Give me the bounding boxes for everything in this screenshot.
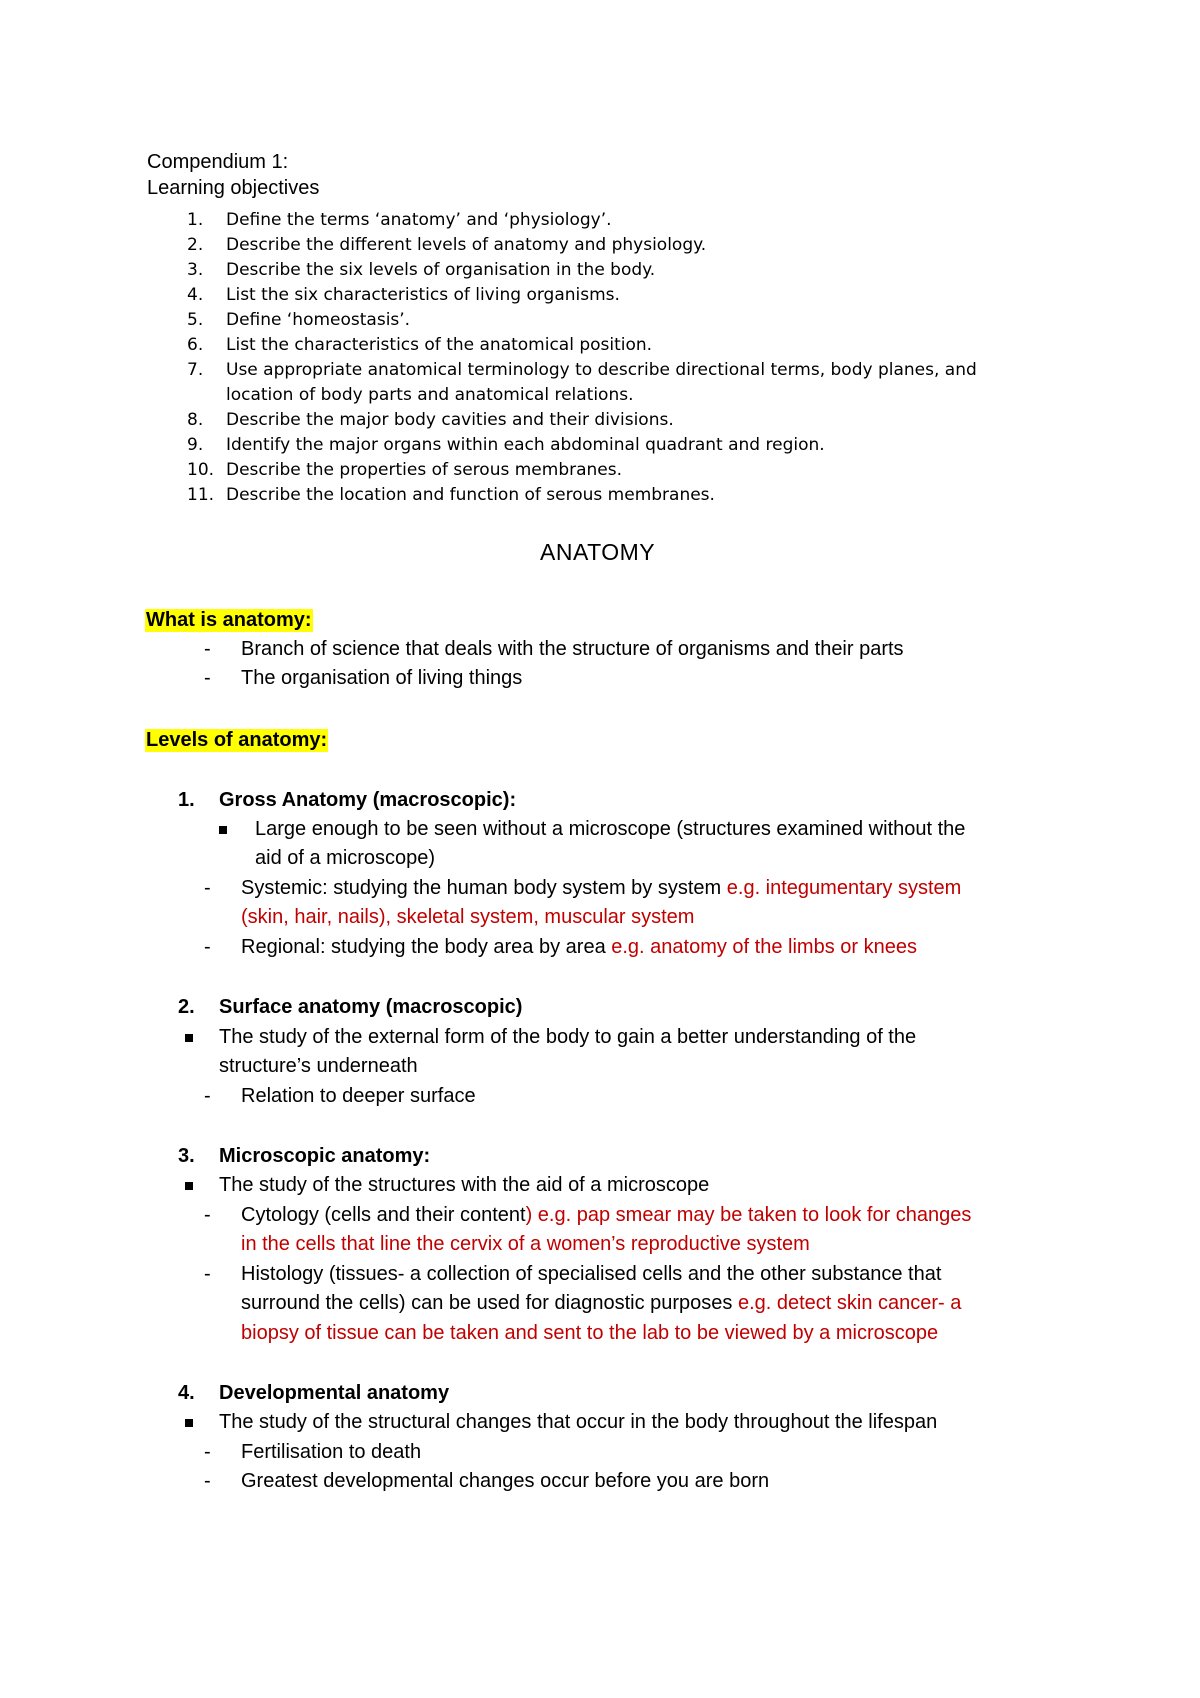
dash-marker: -	[204, 1263, 211, 1285]
objective-number: 8.	[187, 410, 204, 430]
objective-item	[187, 410, 1087, 434]
histology-line1: Histology (tissues- a collection of specialised cells and the other substance that	[241, 1263, 942, 1285]
dev-dash-item-1: Fertilisation to death	[241, 1441, 422, 1463]
dev-bullet: The study of the structural changes that occur in the body throughout the lifespan	[219, 1411, 938, 1433]
objective-text: List the characteristics of the anatomical position.	[226, 335, 653, 355]
objective-number: 10.	[187, 460, 215, 480]
item-number: 2.	[178, 996, 195, 1018]
cytology-example: ) e.g. pap smear may be taken to look for changes	[525, 1204, 972, 1226]
gross-bullet-line2: aid of a microscope)	[255, 847, 436, 869]
developmental-anatomy-title: Developmental anatomy	[219, 1382, 450, 1404]
objective-item	[187, 385, 1087, 409]
document-title: Compendium 1:	[147, 151, 289, 173]
objective-item	[187, 235, 1087, 259]
learning-objectives-title: Learning objectives	[147, 177, 320, 199]
objective-number: 3.	[187, 260, 204, 280]
objective-text: Describe the location and function of serous membranes.	[226, 485, 715, 505]
objective-number: 6.	[187, 335, 204, 355]
dash-marker: -	[204, 936, 211, 958]
objective-text: List the six characteristics of living organisms.	[226, 285, 620, 305]
systemic-example-line2: (skin, hair, nails), skeletal system, muscular system	[241, 906, 695, 928]
objective-item	[187, 260, 1087, 284]
dash-marker: -	[204, 1441, 211, 1463]
cytology-text: Cytology (cells and their content	[241, 1204, 526, 1226]
square-bullet	[185, 1419, 193, 1427]
what-is-anatomy-heading: What is anatomy:	[146, 609, 312, 631]
objective-item	[187, 485, 1087, 509]
systemic-example: e.g. integumentary system	[726, 877, 962, 899]
micro-bullet: The study of the structures with the aid of a microscope	[219, 1174, 710, 1196]
objective-item	[187, 335, 1087, 359]
dash-marker: -	[204, 667, 211, 689]
objective-item	[187, 360, 1087, 384]
objective-item	[187, 210, 1087, 234]
histology-line2	[241, 1292, 961, 1315]
histology-example-line3: biopsy of tissue can be taken and sent to the lab to be viewed by a microscope	[241, 1322, 939, 1344]
objective-text: Identify the major organs within each abdominal quadrant and region.	[226, 435, 825, 455]
objective-text: location of body parts and anatomical relations.	[226, 385, 634, 405]
objective-item	[187, 285, 1087, 309]
objective-number: 2.	[187, 235, 204, 255]
dash-marker: -	[204, 877, 211, 899]
dash-marker: -	[204, 1204, 211, 1226]
gross-bullet-line1: Large enough to be seen without a microscope (structures examined without the	[255, 818, 966, 840]
surface-anatomy-title: Surface anatomy (macroscopic)	[219, 996, 523, 1018]
histology-example: e.g. detect skin cancer- a	[737, 1292, 962, 1314]
objective-number: 4.	[187, 285, 204, 305]
dev-dash-item-2: Greatest developmental changes occur before you are born	[241, 1470, 770, 1492]
regional-text: Regional: studying the body area by area	[241, 936, 612, 958]
levels-of-anatomy-heading: Levels of anatomy:	[146, 729, 328, 751]
dash-marker: -	[204, 638, 211, 660]
systemic-line1	[241, 877, 961, 900]
objective-number: 11.	[187, 485, 215, 505]
microscopic-anatomy-title: Microscopic anatomy:	[219, 1145, 431, 1167]
dash-marker: -	[204, 1085, 211, 1107]
what-item-2: The organisation of living things	[241, 667, 523, 689]
square-bullet	[185, 1034, 193, 1042]
objective-text: Define the terms ‘anatomy’ and ‘physiology’.	[226, 210, 612, 230]
objective-text: Describe the properties of serous membranes.	[226, 460, 623, 480]
surface-bullet-line2: structure’s underneath	[219, 1055, 418, 1077]
objective-text: Describe the different levels of anatomy and physiology.	[226, 235, 707, 255]
objective-text: Define ‘homeostasis’.	[226, 310, 411, 330]
item-number: 3.	[178, 1145, 195, 1167]
objective-text: Use appropriate anatomical terminology to describe directional terms, body planes, and	[226, 360, 977, 380]
surface-bullet-line1: The study of the external form of the body to gain a better understanding of the	[219, 1026, 917, 1048]
square-bullet	[185, 1182, 193, 1190]
item-number: 1.	[178, 789, 195, 811]
objective-text: Describe the major body cavities and their divisions.	[226, 410, 674, 430]
what-item-1: Branch of science that deals with the structure of organisms and their parts	[241, 638, 904, 660]
objective-text: Describe the six levels of organisation in the body.	[226, 260, 656, 280]
regional-line	[241, 936, 917, 959]
square-bullet	[219, 826, 227, 834]
surface-dash-item: Relation to deeper surface	[241, 1085, 476, 1107]
objective-number: 9.	[187, 435, 204, 455]
dash-marker: -	[204, 1470, 211, 1492]
objective-number: 5.	[187, 310, 204, 330]
histology-text: surround the cells) can be used for diagnostic purposes	[241, 1292, 738, 1314]
anatomy-heading: ANATOMY	[540, 539, 656, 565]
objective-item	[187, 310, 1087, 334]
systemic-text: Systemic: studying the human body system by system	[241, 877, 727, 899]
objective-number: 1.	[187, 210, 204, 230]
cytology-line1	[241, 1204, 971, 1227]
regional-example: e.g. anatomy of the limbs or knees	[611, 936, 917, 958]
item-number: 4.	[178, 1382, 195, 1404]
cytology-example-line2: in the cells that line the cervix of a women’s reproductive system	[241, 1233, 810, 1255]
objective-item	[187, 435, 1087, 459]
objective-item	[187, 460, 1087, 484]
objective-number: 7.	[187, 360, 204, 380]
gross-anatomy-title: Gross Anatomy (macroscopic):	[219, 789, 517, 811]
